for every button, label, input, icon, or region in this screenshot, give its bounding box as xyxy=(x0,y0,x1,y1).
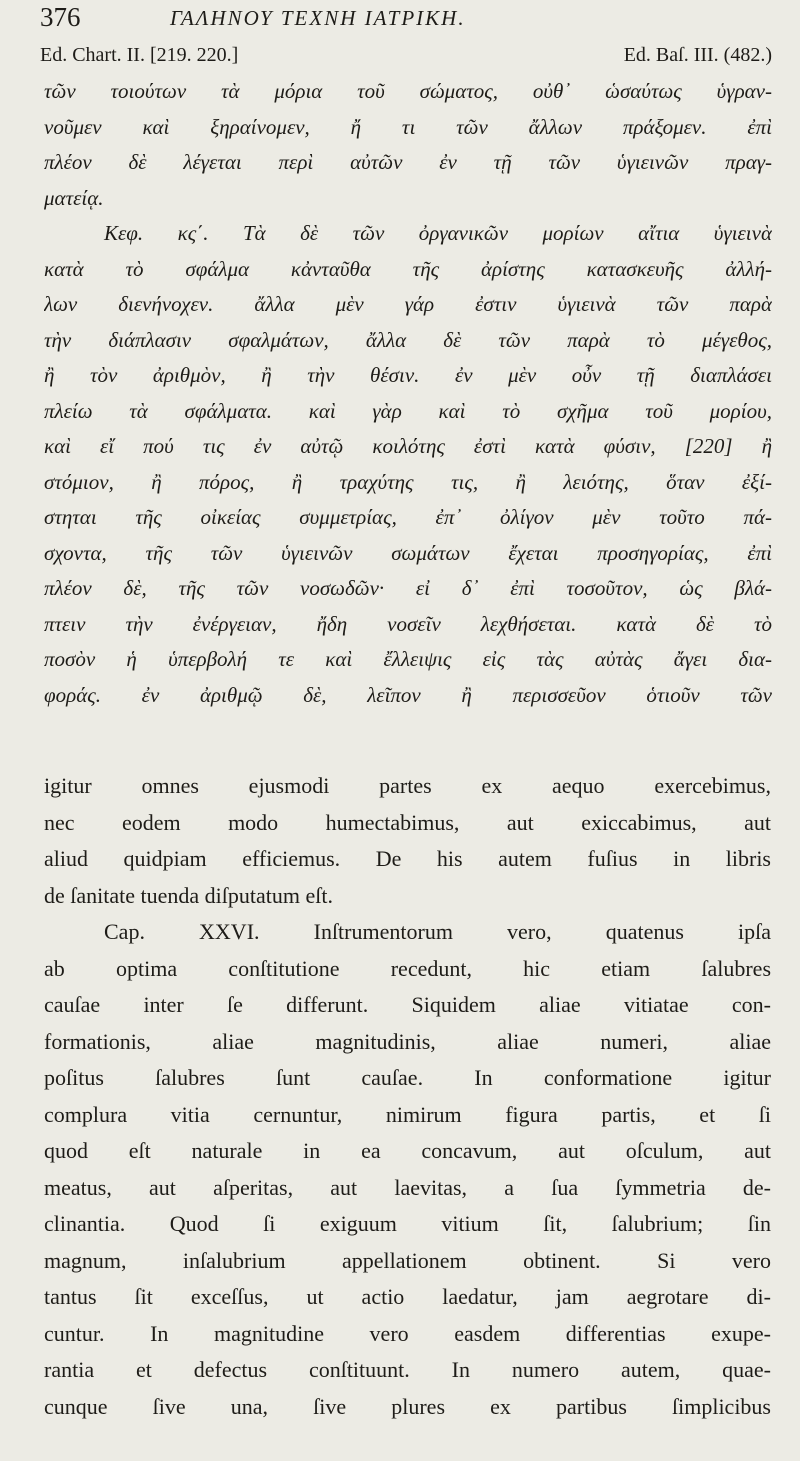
latin-line: cuntur. In magnitudine vero easdem differentias exupe- xyxy=(44,1320,771,1346)
latin-line: rantia et defectus conſtituunt. In numero autem, quae- xyxy=(44,1357,771,1382)
page-number: 376 xyxy=(40,2,81,32)
greek-line: ποσὸν ἡ ὑπερβολή τε καὶ ἔλλειψις εἰς τὰς αὐτὰς ἄγει δια- xyxy=(44,647,772,671)
greek-line: φοράς. ἐν ἀριθμῷ δὲ, λεῖπον ἢ περισσεῦον ὁτιοῦν τῶν xyxy=(44,682,772,707)
greek-line: ἢ τὸν ἀριθμὸν, ἢ τὴν θέσιν. ἐν μὲν οὖν τῇ διαπλάσει xyxy=(44,363,772,387)
latin-line: meatus, aut aſperitas, aut laevitas, a ſua ſymmetria de- xyxy=(44,1174,771,1200)
latin-line: tantus ſit exceſſus, ut actio laedatur, jam aegrotare di- xyxy=(44,1284,771,1309)
latin-line: clinantia. Quod ſi exiguum vitium ſit, ſalubrium; ſin xyxy=(44,1211,771,1236)
edition-basel-reference: Ed. Baſ. III. (482.) xyxy=(623,44,772,66)
latin-line: de ſanitate tuenda diſputatum eſt. xyxy=(44,882,333,908)
latin-line: quod eſt naturale in ea concavum, aut oſculum, aut xyxy=(44,1138,771,1163)
greek-line: καὶ εἴ πού τις ἐν αὐτῷ κοιλότης ἐστὶ κατὰ φύσιν, [220] ἢ xyxy=(44,434,772,458)
latin-line: complura vitia cernuntur, nimirum figura partis, et ſi xyxy=(44,1101,771,1127)
latin-line: igitur omnes ejusmodi partes ex aequo exercebimus, xyxy=(44,773,771,798)
greek-line: πτειν τὴν ἐνέργειαν, ἤδη νοσεῖν λεχθήσεται. κατὰ δὲ τὸ xyxy=(44,611,772,636)
latin-line: cunque ſive una, ſive plures ex partibus ſimplicibus xyxy=(44,1393,771,1419)
greek-line: στηται τῆς οἰκείας συμμετρίας, ἐπ᾽ ὀλίγον μὲν τοῦτο πά- xyxy=(44,505,772,529)
latin-text-block xyxy=(44,768,771,1425)
greek-line: πλέον δὲ, τῆς τῶν νοσωδῶν· εἰ δ᾽ ἐπὶ τοσοῦτον, ὡς βλά- xyxy=(44,576,772,600)
greek-line: λων διενήνοχεν. ἄλλα μὲν γάρ ἐστιν ὑγιεινὰ τῶν παρὰ xyxy=(44,292,772,316)
greek-line: τῶν τοιούτων τὰ μόρια τοῦ σώματος, οὐθ᾽ ὡσαύτως ὑγραν- xyxy=(44,79,772,103)
latin-line: cauſae inter ſe differunt. Siquidem aliae vitiatae con- xyxy=(44,992,771,1017)
greek-chapter-heading-line: Κεφ. κς΄. Τὰ δὲ τῶν ὀργανικῶν μορίων αἴτια ὑγιεινὰ xyxy=(104,221,772,245)
greek-line: νοῦμεν καὶ ξηραίνομεν, ἤ τι τῶν ἄλλων πράξομεν. ἐπὶ xyxy=(44,114,772,139)
greek-line: τὴν διάπλασιν σφαλμάτων, ἄλλα δὲ τῶν παρὰ τὸ μέγεθος, xyxy=(44,327,772,352)
latin-line: formationis, aliae magnitudinis, aliae numeri, aliae xyxy=(44,1028,771,1054)
greek-line: πλέον δὲ λέγεται περὶ αὐτῶν ἐν τῇ τῶν ὑγιεινῶν πραγ- xyxy=(44,150,772,174)
edition-chartier-reference: Ed. Chart. II. [219. 220.] xyxy=(40,44,239,66)
greek-line: ματείᾳ. xyxy=(44,185,104,210)
latin-line: aliud quidpiam efficiemus. De his autem fuſius in libris xyxy=(44,846,771,871)
greek-line: στόμιον, ἢ πόρος, ἢ τραχύτης τις, ἢ λειότης, ὅταν ἐξί- xyxy=(44,469,772,494)
greek-line: κατὰ τὸ σφάλμα κἀνταῦθα τῆς ἀρίστης κατασκευῆς ἀλλή- xyxy=(44,256,772,281)
edition-line xyxy=(40,44,772,74)
book-title: ΓΑΛΗΝΟΥ ΤΕΧΝΗ ΙΑΤΡΙΚΗ. xyxy=(170,6,466,30)
greek-text-block xyxy=(44,74,772,713)
latin-line: nec eodem modo humectabimus, aut exiccabimus, aut xyxy=(44,809,771,835)
greek-line: πλείω τὰ σφάλματα. καὶ γὰρ καὶ τὸ σχῆμα τοῦ μορίου, xyxy=(44,398,772,423)
latin-line: magnum, inſalubrium appellationem obtinent. Si vero xyxy=(44,1247,771,1273)
greek-line: σχοντα, τῆς τῶν ὑγιεινῶν σωμάτων ἔχεται προσηγορίας, ἐπὶ xyxy=(44,540,772,565)
latin-chapter-heading-line: Cap. XXVI. Inſtrumentorum vero, quatenus ipſa xyxy=(104,919,771,944)
latin-line: ab optima conſtitutione recedunt, hic etiam ſalubres xyxy=(44,955,771,981)
latin-line: poſitus ſalubres ſunt cauſae. In conformatione igitur xyxy=(44,1065,771,1090)
running-head xyxy=(40,2,760,38)
